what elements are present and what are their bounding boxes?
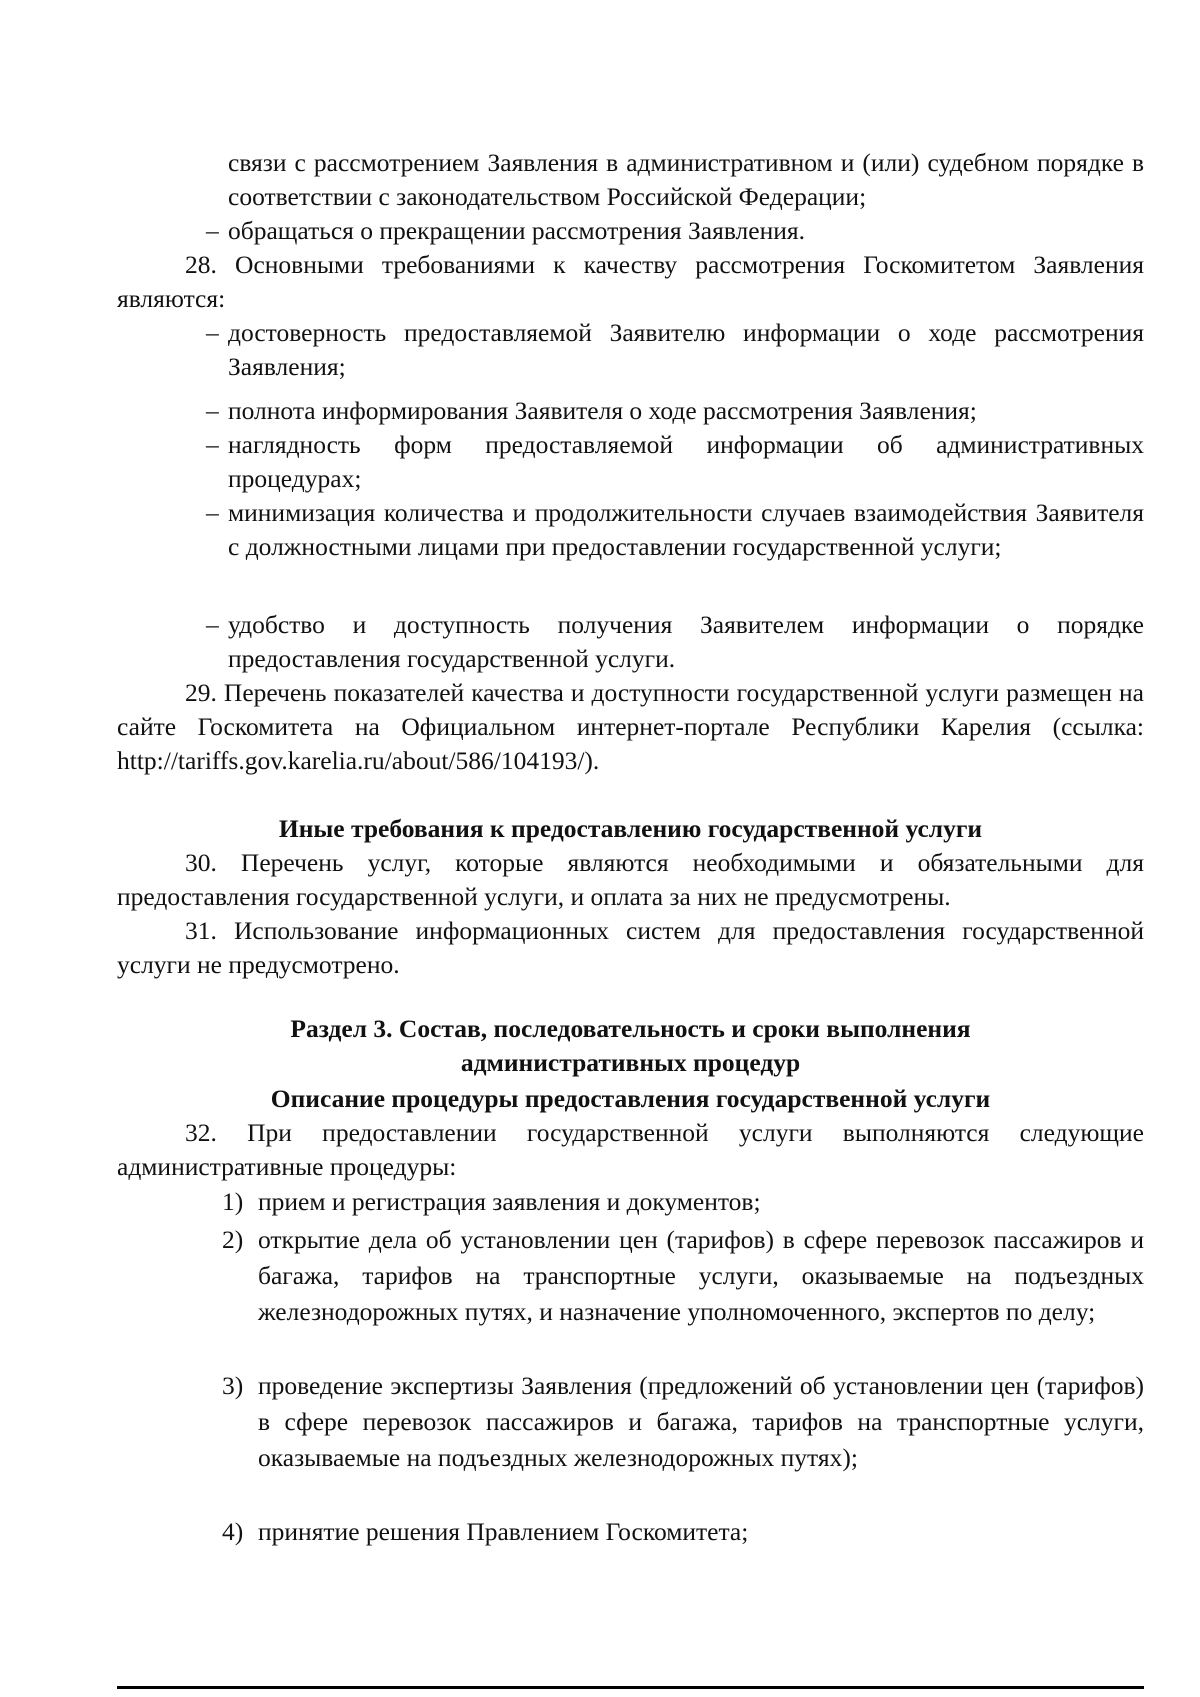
bullet-item [206, 496, 1144, 564]
procedure-number: 3) [222, 1371, 244, 1400]
bullet-item [206, 394, 1144, 428]
paragraph-29: 29. Перечень показателей качества и доступности государственной услуги размещен на сайте Госкомитета на Официальном интернет-портале Республики Карелия (ссылка: http://tariffs.gov.karelia.ru/about/586/104193/). [117, 678, 1144, 775]
procedure-text: принятие решения Правлением Госкомитета; [258, 1517, 749, 1546]
heading-section-3-line1: Раздел 3. Состав, последовательность и сроки выполнения [290, 1014, 971, 1043]
procedure-number: 1) [222, 1187, 244, 1216]
paragraph-28: 28. Основными требованиями к качеству рассмотрения Госкомитетом Заявления являются: [117, 250, 1144, 313]
heading-section-3-line2: административных процедур [460, 1048, 801, 1077]
bullet-dash: – [206, 430, 219, 459]
bullet-dash: – [206, 216, 219, 245]
procedure-text: прием и регистрация заявления и документов; [258, 1187, 761, 1216]
paragraph-30: 30. Перечень услуг, которые являются необходимыми и обязательными для предоставления государственной услуги, и оплата за них не предусмотрены. [117, 848, 1144, 911]
procedure-number: 2) [222, 1225, 244, 1254]
continued-paragraph: связи с рассмотрением Заявления в административном и (или) судебном порядке в соответствии с законодательством Российской Федерации; [228, 148, 1144, 211]
heading-procedure-description: Описание процедуры предоставления государственной услуги [270, 1084, 991, 1113]
heading-section-3 [117, 1012, 1144, 1080]
bullet-text: достоверность предоставляемой Заявителю информации о ходе рассмотрения Заявления; [228, 318, 1144, 381]
procedure-number: 4) [222, 1517, 244, 1546]
bullet-item [206, 608, 1144, 676]
bullet-dash: – [206, 498, 219, 527]
bullet-text: обращаться о прекращении рассмотрения Заявления. [228, 216, 805, 245]
procedure-text: открытие дела об установлении цен (тарифов) в сфере перевозок пассажиров и багажа, тарифов на транспортные услуги, оказываемые на подъездных железнодорожных путях, и назначение уполномоченного, экспертов по делу; [258, 1225, 1144, 1326]
bullet-item [206, 214, 1144, 248]
bullet-item [206, 428, 1144, 496]
footer-rule [117, 1686, 1144, 1689]
bullet-text: удобство и доступность получения Заявителем информации о порядке предоставления государственной услуги. [228, 610, 1144, 673]
procedure-item [210, 1514, 1144, 1550]
bullet-dash: – [206, 318, 219, 347]
bullet-dash: – [206, 610, 219, 639]
procedure-item [210, 1368, 1144, 1476]
heading-other-requirements: Иные требования к предоставлению государственной услуги [278, 814, 983, 843]
paragraph-32: 32. При предоставлении государственной услуги выполняются следующие административные процедуры: [117, 1118, 1144, 1181]
procedure-item [210, 1184, 1144, 1220]
procedure-item [210, 1222, 1144, 1330]
bullet-item [206, 316, 1144, 384]
bullet-text: наглядность форм предоставляемой информации об административных процедурах; [228, 430, 1144, 493]
procedure-text: проведение экспертизы Заявления (предложений об установлении цен (тарифов) в сфере перевозок пассажиров и багажа, тарифов на транспортные услуги, оказываемые на подъездных железнодорожных путях); [258, 1371, 1144, 1472]
paragraph-31: 31. Использование информационных систем для предоставления государственной услуги не предусмотрено. [117, 916, 1144, 979]
bullet-dash: – [206, 396, 219, 425]
bullet-text: минимизация количества и продолжительности случаев взаимодействия Заявителя с должностными лицами при предоставлении государственной услуги; [228, 498, 1144, 561]
bullet-text: полнота информирования Заявителя о ходе рассмотрения Заявления; [228, 396, 977, 425]
